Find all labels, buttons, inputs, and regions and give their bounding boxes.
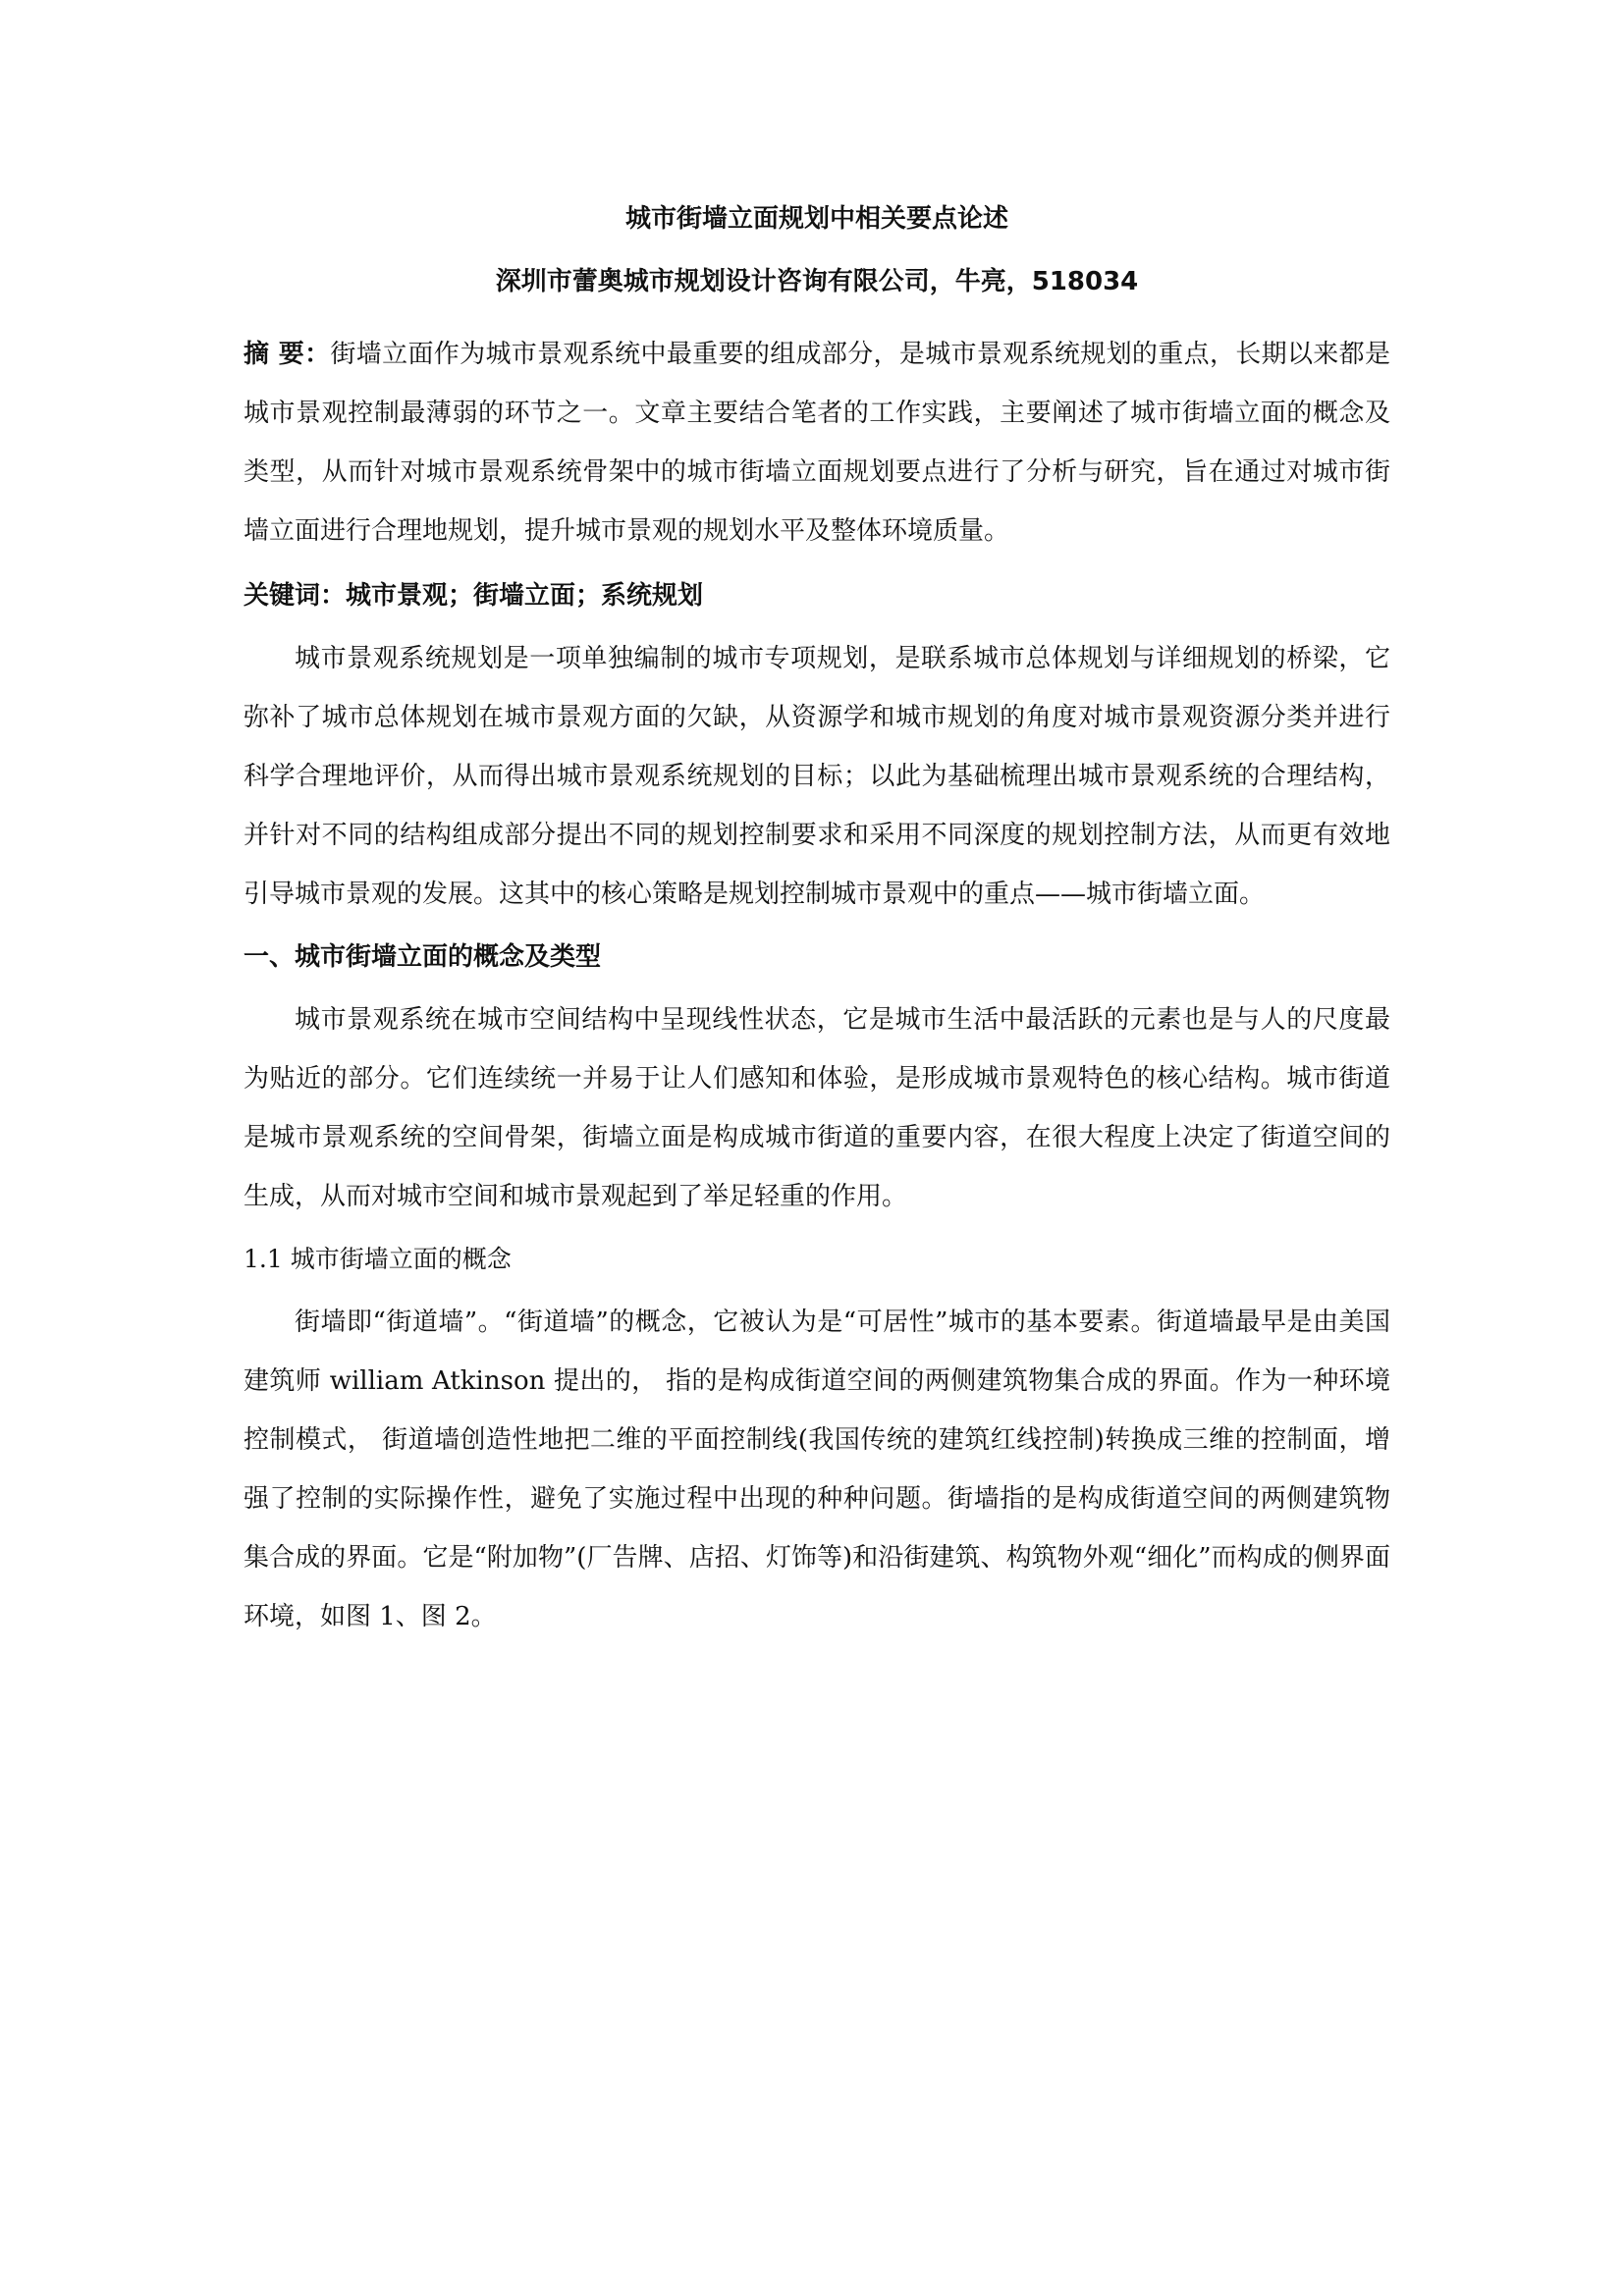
abstract-text: 街墙立面作为城市景观系统中最重要的组成部分，是城市景观系统规划的重点，长期以来都是城市景观控制最薄弱的环节之一。文章主要结合笔者的工作实践，主要阐述了城市街墙立面的概念及类型，从而针对城市景观系统骨架中的城市街墙立面规划要点进行了分析与研究，旨在通过对城市街墙立面进行合理地规划，提升城市景观的规划水平及整体环境质量。 <box>244 340 1390 546</box>
section-heading-1: 一、城市街墙立面的概念及类型 <box>244 942 602 972</box>
abstract-label: 摘 要： <box>244 340 331 369</box>
subsection-heading-1-1: 1.1 城市街墙立面的概念 <box>244 1245 512 1273</box>
keywords-line <box>244 566 1390 625</box>
abstract-paragraph <box>244 325 1390 561</box>
paper-title: 城市街墙立面规划中相关要点论述 <box>624 204 1008 234</box>
section-1-paragraph: 城市景观系统在城市空间结构中呈现线性状态，它是城市生活中最活跃的元素也是与人的尺度最为贴近的部分。它们连续统一并易于让人们感知和体验，是形成城市景观特色的核心结构。城市街道是城市景观系统的空间骨架，街墙立面是构成城市街道的重要内容，在很大程度上决定了街道空间的生成，从而对城市空间和城市景观起到了举足轻重的作用。 <box>244 1005 1390 1211</box>
keywords-text: 城市景观；街墙立面；系统规划 <box>346 581 704 611</box>
keywords-label: 关键词： <box>244 581 347 611</box>
intro-paragraph: 城市景观系统规划是一项单独编制的城市专项规划，是联系城市总体规划与详细规划的桥梁，它弥补了城市总体规划在城市景观方面的欠缺，从资源学和城市规划的角度对城市景观资源分类并进行科学合理地评价，从而得出城市景观系统规划的目标；以此为基础梳理出城市景观系统的合理结构，并针对不同的结构组成部分提出不同的规划控制要求和采用不同深度的规划控制方法，从而更有效地引导城市景观的发展。这其中的核心策略是规划控制城市景观中的重点——城市街墙立面。 <box>244 644 1390 909</box>
subsection-1-1-paragraph: 街墙即“街道墙”。“街道墙”的概念，它被认为是“可居性”城市的基本要素。街道墙最早是由美国建筑师 william Atkinson 提出的， 指的是构成街道空间的两侧建筑物集合成的界面。作为一种环境控制模式， 街道墙创造性地把二维的平面控制线(我国传统的建筑红线控制)转换成三维的控制面，增强了控制的实际操作性，避免了实施过程中出现的种种问题。街墙指的是构成街道空间的两侧建筑物集合成的界面。它是“附加物”(厂告牌、店招、灯饰等)和沿街建筑、构筑物外观“细化”而构成的侧界面环境，如图 1、图 2。 <box>244 1308 1390 1631</box>
author-affiliation: 深圳市蕾奥城市规划设计咨询有限公司，牛亮，518034 <box>495 267 1139 296</box>
document-page <box>244 201 1390 1646</box>
